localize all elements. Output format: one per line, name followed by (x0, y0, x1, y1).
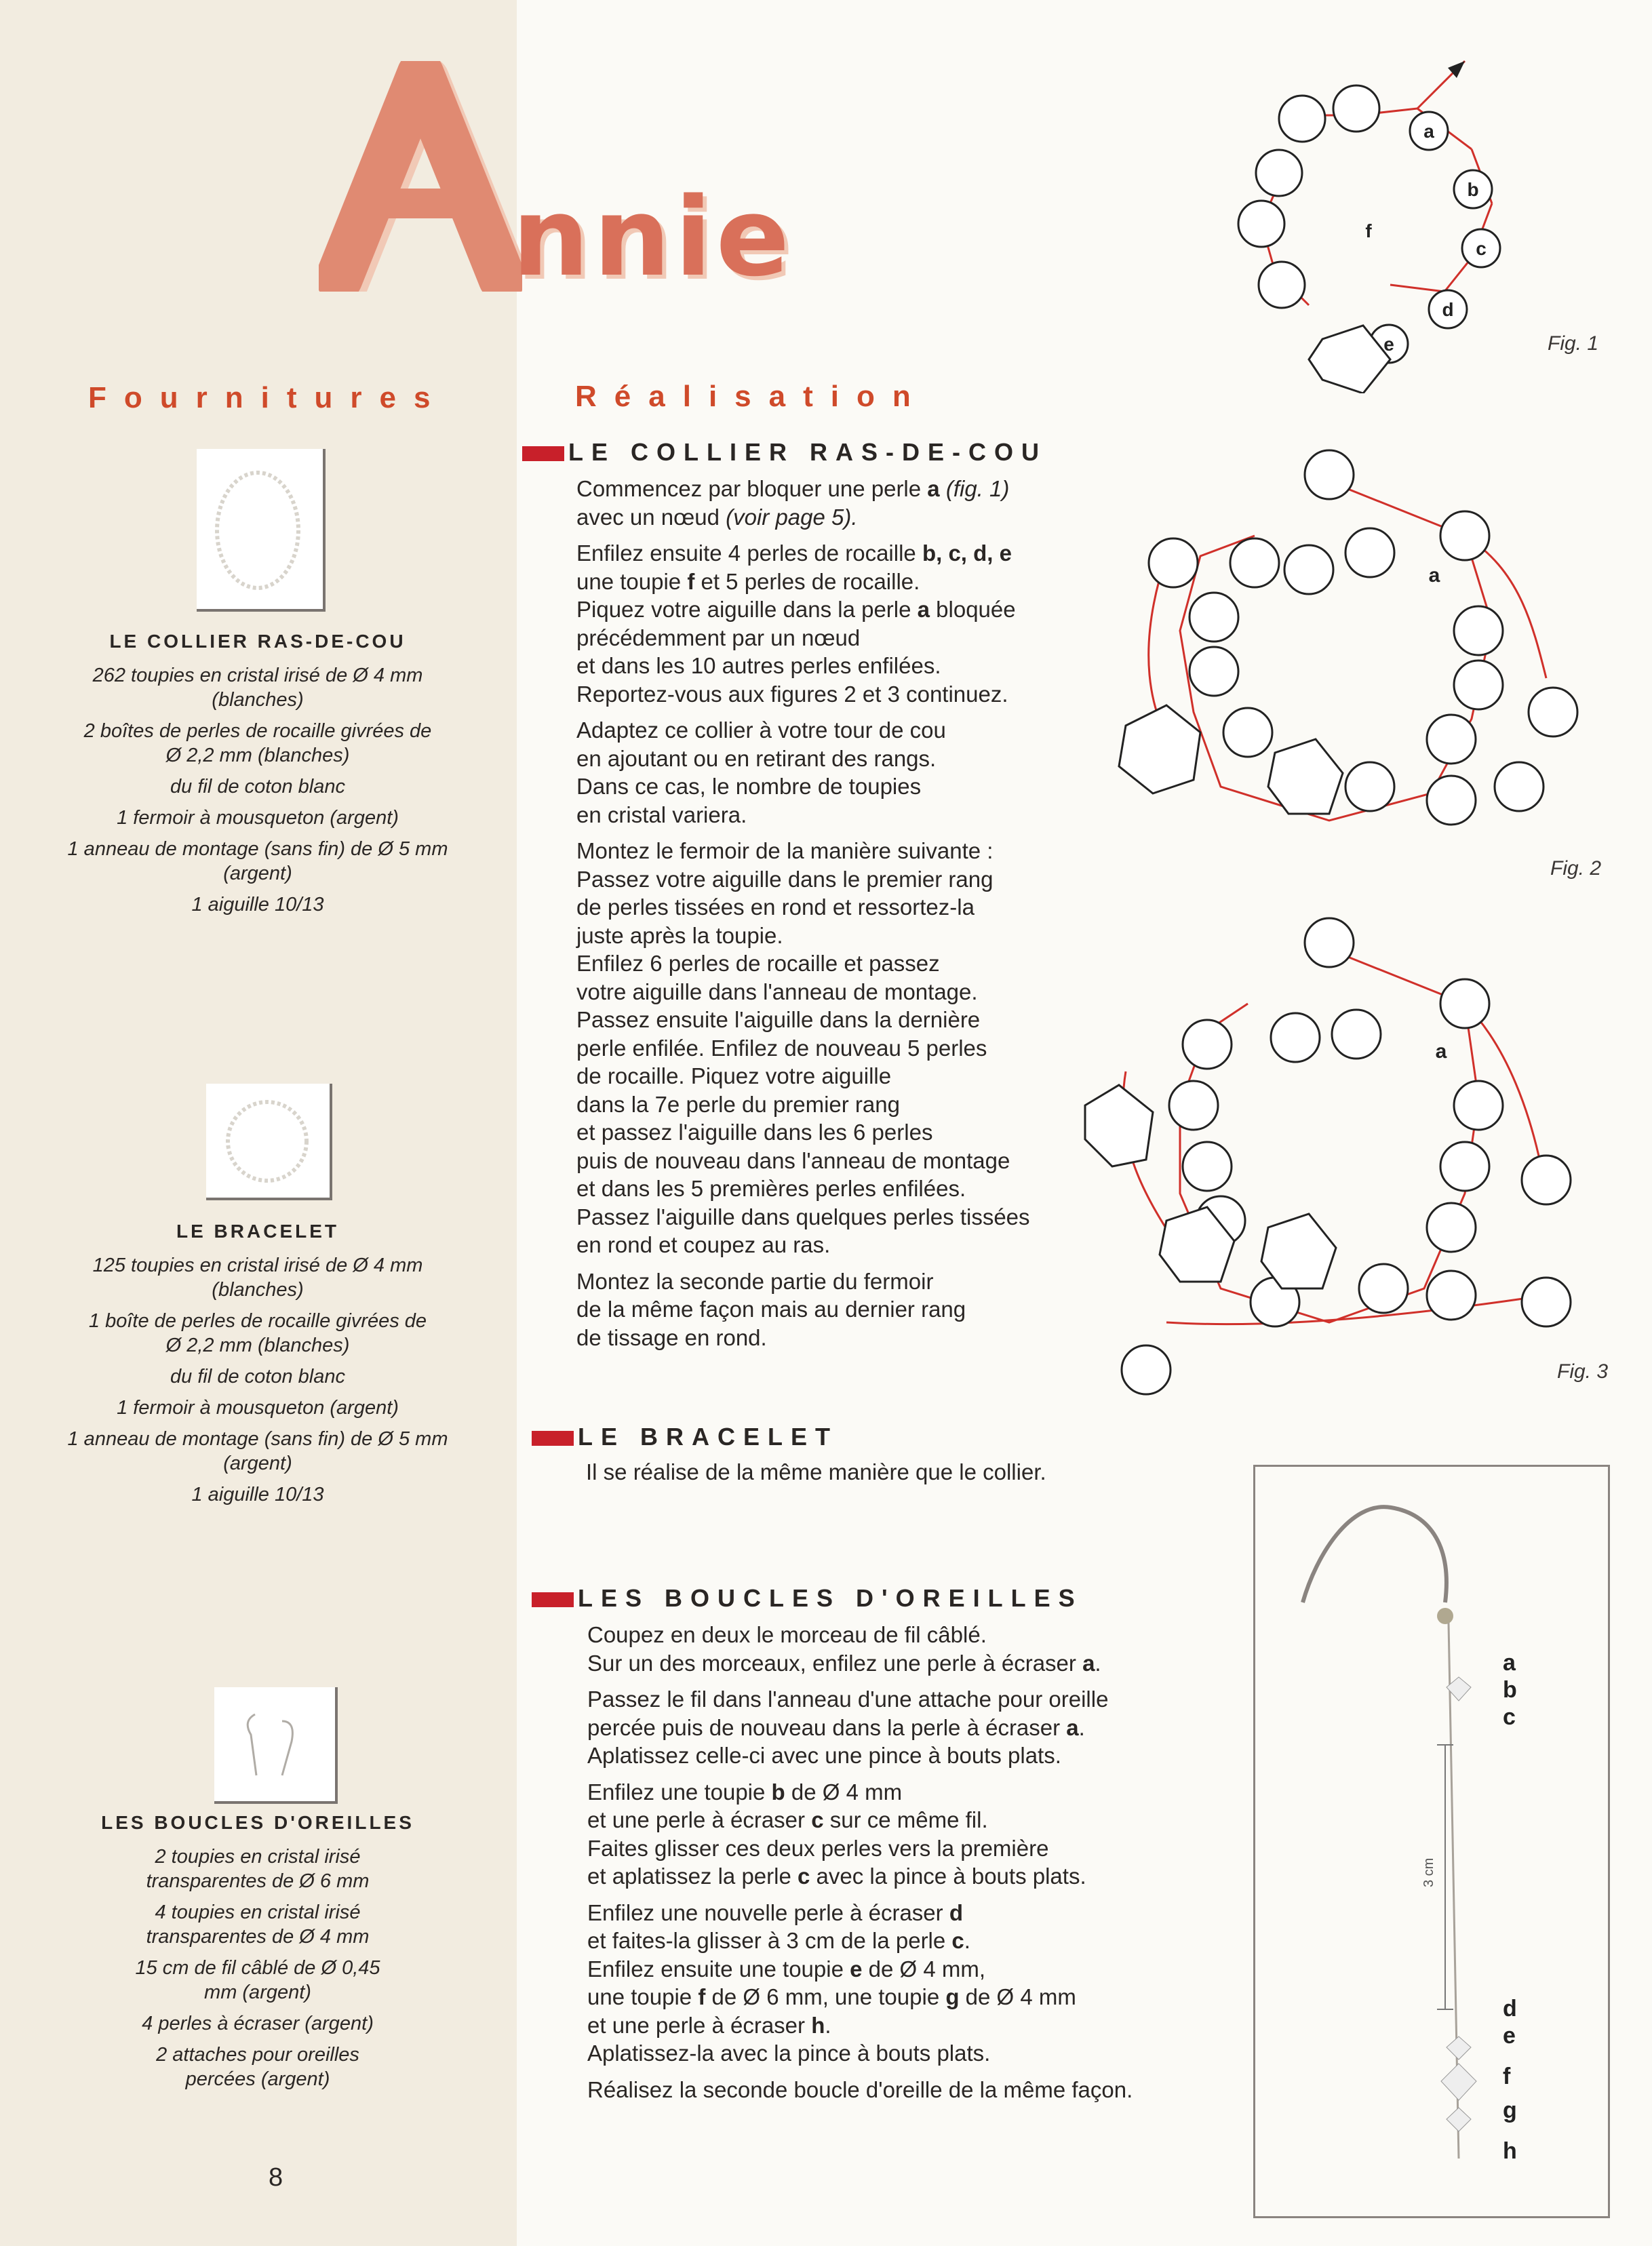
fig2-label-a: a (1428, 564, 1440, 587)
list-item: 1 fermoir à mousqueton (argent) (117, 1397, 399, 1419)
text: h (811, 2012, 825, 2038)
list-item: 2 boîtes de perles de rocaille givrées de Ø 2,2 mm (blanches) (83, 720, 432, 766)
text: de Ø 4 mm (785, 1779, 903, 1805)
supplies-bracelet (41, 1221, 475, 1514)
text: Adaptez ce collier à votre tour de cou (576, 717, 946, 743)
boucles-instructions (587, 1621, 1238, 2112)
text: Enfilez ensuite 4 perles de rocaille (576, 540, 922, 566)
text: a (917, 597, 930, 622)
fig1-label-e: e (1383, 334, 1394, 355)
text: Aplatissez celle-ci avec une pince à bouts plats. (587, 1743, 1061, 1768)
collier-instructions (576, 475, 1105, 1360)
earring-label-d: d (1503, 1996, 1517, 2022)
list-item: 1 fermoir à mousqueton (argent) (117, 807, 399, 829)
earring-label-f: f (1503, 2064, 1511, 2089)
text: de perles tissées en rond et ressortez-la (576, 894, 975, 920)
section-bracelet-title: LE BRACELET (578, 1423, 838, 1451)
fig1-label-d: d (1442, 299, 1454, 320)
text: et passez l'aiguille dans les 6 perles (576, 1120, 933, 1145)
list-item: 1 aiguille 10/13 (191, 1484, 324, 1505)
bracelet-instructions: Il se réalise de la même manière que le collier. (586, 1459, 1046, 1484)
figure-2-diagram (1112, 434, 1587, 868)
section-bracelet-heading (532, 1423, 838, 1451)
text: Réalisez la seconde boucle d'oreille de la même façon. (587, 2076, 1133, 2102)
text: Sur un des morceaux, enfilez une perle à écraser (587, 1650, 1083, 1676)
text: Enfilez 6 perles de rocaille et passez (576, 951, 940, 976)
fig1-label-c: c (1476, 238, 1487, 259)
text: Enfilez une toupie (587, 1779, 772, 1805)
text: d (949, 1899, 963, 1925)
supplies-collier-title: LE COLLIER RAS-DE-COU (109, 631, 406, 652)
text: b, c, d, e (922, 540, 1012, 566)
figure-1-diagram (1194, 41, 1533, 393)
realisation-heading: Réalisation (575, 380, 928, 413)
fig2-caption: Fig. 2 (1550, 857, 1602, 880)
text: et une perle à écraser (587, 2012, 812, 2038)
supplies-boucles (41, 1812, 475, 2098)
section-collier-heading (522, 438, 1047, 467)
fig1-label-a: a (1423, 121, 1434, 142)
text: f (698, 1984, 706, 2009)
text: c (798, 1864, 810, 1889)
list-item: du fil de coton blanc (170, 776, 345, 797)
earring-label-h: h (1503, 2138, 1517, 2164)
page-title: nnie (512, 174, 794, 300)
list-item: 125 toupies en cristal irisé de Ø 4 mm (blanches) (92, 1255, 423, 1301)
paragraph: Passez le fil dans l'anneau d'une attache pour oreille percée puis de nouveau dans la perle à écraser a. Aplatissez celle-ci avec une pince à bouts plats. (587, 1687, 1109, 1768)
text: sur ce même fil. (823, 1807, 988, 1832)
text: juste après la toupie. (576, 922, 783, 948)
text: Montez le fermoir de la manière suivante : (576, 838, 994, 863)
fournitures-heading: Fournitures (88, 381, 448, 414)
text: Piquez votre aiguille dans la perle (576, 597, 918, 622)
text: avec un nœud (576, 504, 726, 530)
text: c (951, 1928, 964, 1953)
earring-label-b: b (1503, 1677, 1517, 1703)
list-item: 2 toupies en cristal irisé transparentes de Ø 6 mm (146, 1846, 370, 1892)
text: Passez ensuite l'aiguille dans la dernière (576, 1007, 981, 1032)
list-item: 15 cm de fil câblé de Ø 0,45 mm (argent) (135, 1957, 380, 2003)
text: de Ø 4 mm, (862, 1956, 986, 1982)
earring-label-c: c (1503, 1704, 1516, 1730)
section-boucles-heading (532, 1584, 1083, 1613)
text: et une perle à écraser (587, 1807, 812, 1832)
earring-label-a: a (1503, 1650, 1516, 1676)
paragraph (576, 475, 1105, 531)
text: e (850, 1956, 863, 1982)
section-marker (532, 1431, 574, 1446)
list-item: 1 anneau de montage (sans fin) de Ø 5 mm (argent) (67, 838, 448, 884)
section-collier-title: LE COLLIER RAS-DE-COU (568, 438, 1047, 466)
fig1-label-f: f (1365, 220, 1372, 241)
section-boucles-title: LES BOUCLES D'OREILLES (578, 1584, 1083, 1612)
text: Dans ce cas, le nombre de toupies (576, 774, 922, 799)
text: de rocaille. Piquez votre aiguille (576, 1063, 892, 1088)
paragraph (576, 716, 1105, 829)
text: (voir page 5). (726, 504, 858, 530)
text: de la même façon mais au dernier rang (576, 1297, 966, 1322)
paragraph (576, 1267, 1105, 1352)
fig3-caption: Fig. 3 (1557, 1360, 1609, 1383)
list-item: 1 boîte de perles de rocaille givrées de Ø 2,2 mm (blanches) (88, 1310, 427, 1356)
paragraph (576, 837, 1105, 1259)
text: Passez le fil dans l'anneau d'une attache pour oreille (587, 1687, 1109, 1712)
text: de tissage en rond. (576, 1324, 767, 1350)
earring-label-e: e (1503, 2023, 1516, 2049)
paragraph: Coupez en deux le morceau de fil câblé. Sur un des morceaux, enfilez une perle à écraser a. (587, 1622, 1101, 1676)
text: votre aiguille dans l'anneau de montage. (576, 979, 978, 1004)
figure-3-diagram (1071, 909, 1587, 1397)
page-number: 8 (269, 2163, 283, 2192)
text: Enfilez une nouvelle perle à écraser (587, 1899, 949, 1925)
section-marker (522, 446, 564, 461)
title-letter-a (319, 61, 522, 292)
earring-hooks-photo (214, 1687, 338, 1804)
text: Passez l'aiguille dans quelques perles tissées (576, 1204, 1030, 1229)
text: c (811, 1807, 824, 1832)
list-item: 2 attaches pour oreilles percées (argent) (156, 2044, 359, 2090)
supplies-bracelet-title: LE BRACELET (176, 1221, 339, 1242)
fig1-caption: Fig. 1 (1548, 332, 1599, 355)
list-item: du fil de coton blanc (170, 1366, 345, 1387)
paragraph: Enfilez une nouvelle perle à écraser d et faites-la glisser à 3 cm de la perle c. Enfilez ensuite une toupie e de Ø 4 mm, une toupie f de Ø 6 mm, une toupie g de Ø 4 mm et une perle à écraser h. Aplatissez-la avec la pince à bouts plats. (587, 1899, 1076, 2066)
text: et aplatissez la perle (587, 1864, 798, 1889)
text: (fig. 1) (939, 476, 1010, 501)
supplies-collier (41, 631, 475, 924)
text: perle enfilée. Enfilez de nouveau 5 perles (576, 1035, 987, 1061)
text: Faites glisser ces deux perles vers la première (587, 1835, 1049, 1861)
paragraph (576, 539, 1105, 708)
list-item: 262 toupies en cristal irisé de Ø 4 mm (blanches) (92, 665, 423, 711)
paragraph (587, 1778, 1238, 1891)
text: f (687, 568, 695, 594)
text: a (1066, 1714, 1079, 1740)
bracelet-photo (206, 1084, 332, 1200)
text: Coupez en deux le morceau de fil câblé. (587, 1622, 987, 1647)
measure-label: 3 cm (1421, 1857, 1436, 1887)
text: a (1082, 1650, 1095, 1676)
text: et faites-la glisser à 3 cm de la perle (587, 1928, 952, 1953)
earring-label-g: g (1503, 2097, 1517, 2123)
text: une toupie (587, 1984, 699, 2009)
text: b (771, 1779, 785, 1805)
text: et 5 perles de rocaille. (694, 568, 920, 594)
text: en ajoutant ou en retirant des rangs. (576, 745, 937, 771)
supplies-boucles-title: LES BOUCLES D'OREILLES (101, 1812, 414, 1833)
list-item: 1 anneau de montage (sans fin) de Ø 5 mm (argent) (67, 1428, 448, 1474)
list-item: 1 aiguille 10/13 (191, 894, 324, 915)
text: puis de nouveau dans l'anneau de montage (576, 1147, 1010, 1173)
text: bloquée (930, 597, 1016, 622)
text: percée puis de nouveau dans la perle à écraser (587, 1714, 1067, 1740)
list-item: 4 perles à écraser (argent) (142, 2013, 374, 2034)
text: précédemment par un nœud (576, 625, 861, 650)
text: en rond et coupez au ras. (576, 1232, 831, 1257)
text: Commencez par bloquer une perle (576, 476, 928, 501)
text: Montez la seconde partie du fermoir (576, 1268, 934, 1294)
paragraph (587, 2076, 1238, 2104)
text: de Ø 6 mm, une toupie (705, 1984, 946, 2009)
text: une toupie (576, 568, 688, 594)
fig3-label-a: a (1435, 1040, 1447, 1063)
text: Passez votre aiguille dans le premier rang (576, 866, 994, 892)
text: Enfilez ensuite une toupie (587, 1956, 850, 1982)
fig1-label-b: b (1467, 179, 1479, 200)
text: de Ø 4 mm (959, 1984, 1076, 2009)
text: a (927, 476, 940, 501)
necklace-photo (197, 449, 326, 612)
text: et dans les 10 autres perles enfilées. (576, 653, 941, 678)
text: Reportez-vous aux figures 2 et 3 continuez. (576, 681, 1008, 707)
text: dans la 7e perle du premier rang (576, 1091, 900, 1117)
section-marker (532, 1592, 574, 1607)
text: et dans les 5 premières perles enfilées. (576, 1176, 966, 1201)
text: g (945, 1984, 960, 2009)
earring-photo (1253, 1465, 1610, 2218)
text: en cristal variera. (576, 802, 747, 827)
text: avec la pince à bouts plats. (810, 1864, 1086, 1889)
list-item: 4 toupies en cristal irisé transparentes de Ø 4 mm (146, 1902, 370, 1948)
text: Aplatissez-la avec la pince à bouts plats. (587, 2041, 991, 2066)
